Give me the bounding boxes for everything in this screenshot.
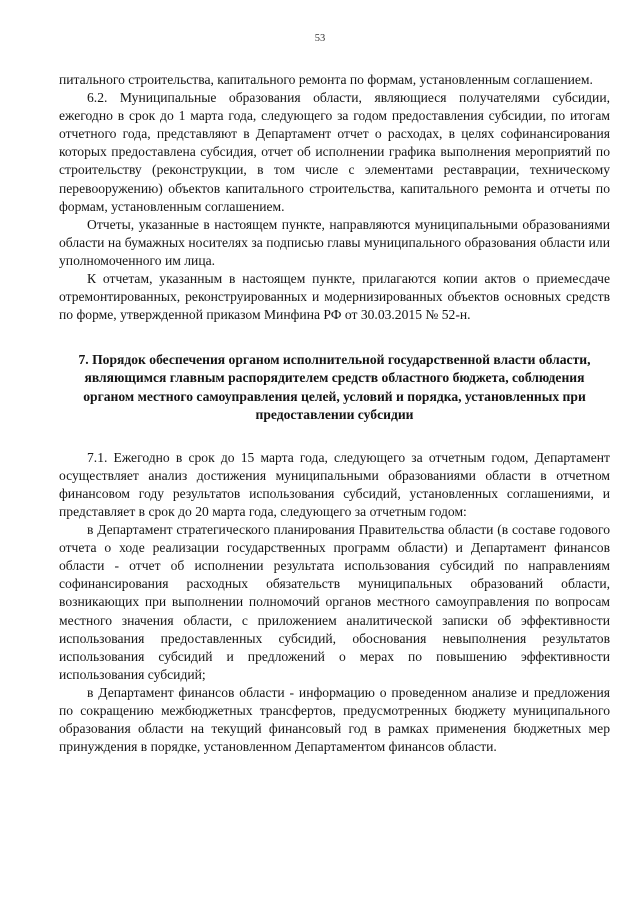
document-body xyxy=(59,71,610,756)
paragraph-continuation: питального строительства, капитального ремонта по формам, установленным соглашением. xyxy=(59,72,593,87)
section-7-heading: 7. Порядок обеспечения органом исполнительной государственной власти области, являющимся главным распорядителем средств областного бюджета, соблюдения органом местного самоуправления целей, условий и порядка, установленных при предоставлении субсидии xyxy=(78,352,591,422)
paragraph-finance-department: в Департамент финансов области - информацию о проведенном анализе и предложения по сокращению межбюджетных трансфертов, предусмотренных бюджету муниципального образования области на текущий финансовый год в рамках применения бюджетных мер принуждения в порядке, установленном Департаментом финансов области. xyxy=(59,684,610,755)
paragraph-reports-attachments: К отчетам, указанным в настоящем пункте, прилагаются копии актов о приемесдаче отремонтированных, реконструированных и модернизированных объектов основных средств по форме, утвержденной приказом Минфина РФ от 30.03.2015 № 52-н. xyxy=(59,271,610,323)
paragraph-6-2: 6.2. Муниципальные образования области, являющиеся получателями субсидии, ежегодно в срок до 1 марта года, следующего за годом предоставления субсидии, по итогам отчетного года, представляют в Департамент отчет о расходах, в целях софинансирования которых предоставлена субсидия, отчет об исполнении графика выполнения мероприятий по строительству (реконструкции, в том числе с элементами реставрации, техническому перевооружению) объектов капитального строительства, капитального ремонта и отчеты по формам, установленным соглашением. xyxy=(59,90,610,214)
paragraph-reports-sent: Отчеты, указанные в настоящем пункте, направляются муниципальными образованиями области на бумажных носителях за подписью главы муниципального образования области или уполномоченного им лица. xyxy=(59,216,610,268)
page-number: 53 xyxy=(314,33,326,44)
paragraph-strategic-planning: в Департамент стратегического планирования Правительства области (в составе годового отчета о ходе реализации государственных программ области) и Департамент финансов области - отчет об исполнении результата использования субсидий по направлениям софинансирования расходных обязательств муниципальных образований области, возникающих при выполнении полномочий органов местного самоуправления по вопросам местного значения области, с приложением аналитической записки об эффективности использования предоставленных субсидий, обоснования невыполнения результатов использования субсидий и предложений о мерах по повышению эффективности использования субсидий; xyxy=(59,522,610,682)
paragraph-7-1: 7.1. Ежегодно в срок до 15 марта года, следующего за отчетным годом, Департамент осуществляет анализ достижения муниципальными образованиями области в отчетном финансовом году результатов использования субсидий, установленных соглашениями, и представляет в срок до 20 марта года, следующего за отчетным годом: xyxy=(59,449,610,519)
